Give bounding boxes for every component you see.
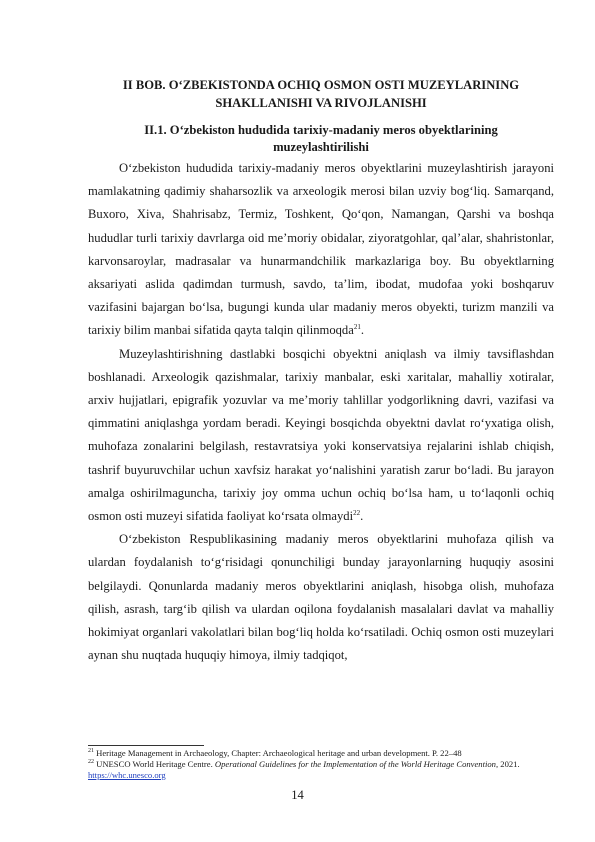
- paragraph-1: [88, 157, 554, 343]
- footnote-22: [88, 759, 554, 781]
- footnote-ref[interactable]: 22: [353, 508, 361, 517]
- footnote-title: Operational Guidelines for the Implementation of the World Heritage Convention: [214, 759, 496, 769]
- footnote-ref[interactable]: 21: [353, 323, 361, 332]
- paragraph-text: Muzeylashtirishning dastlabki bosqichi obyektni aniqlash va ilmiy tavsiflashdan boshlanadi. Arxeologik qazishmalar, tarixiy manbalar, eski xaritalar, mahalliy xotiralar, arxiv hujjatlari, epigrafik yozuvlar va me’moriy tahlillar yodgorlikning davri, vazifasi va qimmatini aniqlashga yordam beradi. Keyingi bosqichda obyektni davlat ro‘yxatiga olish, muhofaza zonalarini belgilash, restavratsiya yoki konservatsiya rejalarini ishlab chiqish, tashrif buyuruvchilar uchun xavfsiz harakat yo‘nalishini yaratish zarur bo‘ladi. Bu jarayon amalga oshirilmaguncha, tarixiy joy omma uchun ochiq bo‘lsa ham, u to‘laqonli ochiq osmon osti muzeyi sifatida faoliyat ko‘rsata olmaydi: [88, 346, 554, 524]
- footnote-text: Heritage Management in Archaeology, Chapter: Archaeological heritage and urban development. P. 22–48: [94, 748, 462, 758]
- page-number: 14: [291, 788, 304, 802]
- paragraph-text: O‘zbekiston Respublikasining madaniy meros obyektlarini muhofaza qilish va ulardan foydalanish to‘g‘risidagi qonunchiligi bunday jarayonlarning huquqiy asosini belgilaydi. Qonunlarda madaniy meros obyektlarini aniqlash, hisobga olish, muhofaza qilish, asrash, targ‘ib qilish va ulardan oqilona foydalanish masalalari davlat va mahalliy hokimiyat organlari vakolatlari bilan bog‘liq holda ko‘rsatiladi. Ochiq osmon osti muzeylari aynan shu nuqtada huquqiy himoya, ilmiy tadqiqot,: [88, 532, 554, 663]
- paragraph-2: [88, 343, 554, 529]
- paragraph-tail: .: [360, 509, 364, 524]
- footnote-year: , 2021.: [495, 759, 520, 769]
- paragraph-text: O‘zbekiston hududida tarixiy-madaniy meros obyektlarini muzeylashtirish jarayoni mamlakatning qadimiy shaharsozlik va arxeologik merosi bilan uzviy bog‘liq. Samarqand, Buxoro, Xiva, Shahrisabz, Termiz, Toshkent, Qo‘qon, Namangan, Qarshi va boshqa hududlar turli tarixiy davrlarga oid me’moriy obidalar, ziyoratgohlar, qal’alar, shahristonlar, karvonsaroylar, madrasalar va hunarmandchilik markazlariga boy. Bu obyektlarning aksariyati aslida qadimdan turmush, savdo, ta’lim, ibodat, mudofaa yoki boshqaruv vazifasini bajargan bo‘lsa, bugungi kunda ular madaniy meros obyekti, turizm manzili va tarixiy bilim manbai sifatida qayta talqin qilinmoqda: [88, 161, 554, 338]
- footnotes: [88, 748, 554, 781]
- footnote-number: 21: [88, 748, 94, 755]
- footnote-21: [88, 748, 554, 759]
- paragraph-3: [88, 528, 554, 667]
- footnote-divider: [88, 745, 204, 746]
- page-body: [88, 76, 554, 667]
- footnote-link[interactable]: https://whc.unesco.org: [88, 770, 166, 780]
- section-title: II.1. O‘zbekiston hududida tarixiy-madaniy meros obyektlarining muzeylashtirilishi: [144, 123, 498, 154]
- paragraph-tail: .: [360, 323, 364, 338]
- footnote-text: UNESCO World Heritage Centre.: [94, 759, 215, 769]
- chapter-title: II BOB. O‘ZBEKISTONDA OCHIQ OSMON OSTI MUZEYLARINING SHAKLLANISHI VA RIVOJLANISHI: [122, 78, 520, 110]
- footnote-number: 22: [88, 759, 94, 766]
